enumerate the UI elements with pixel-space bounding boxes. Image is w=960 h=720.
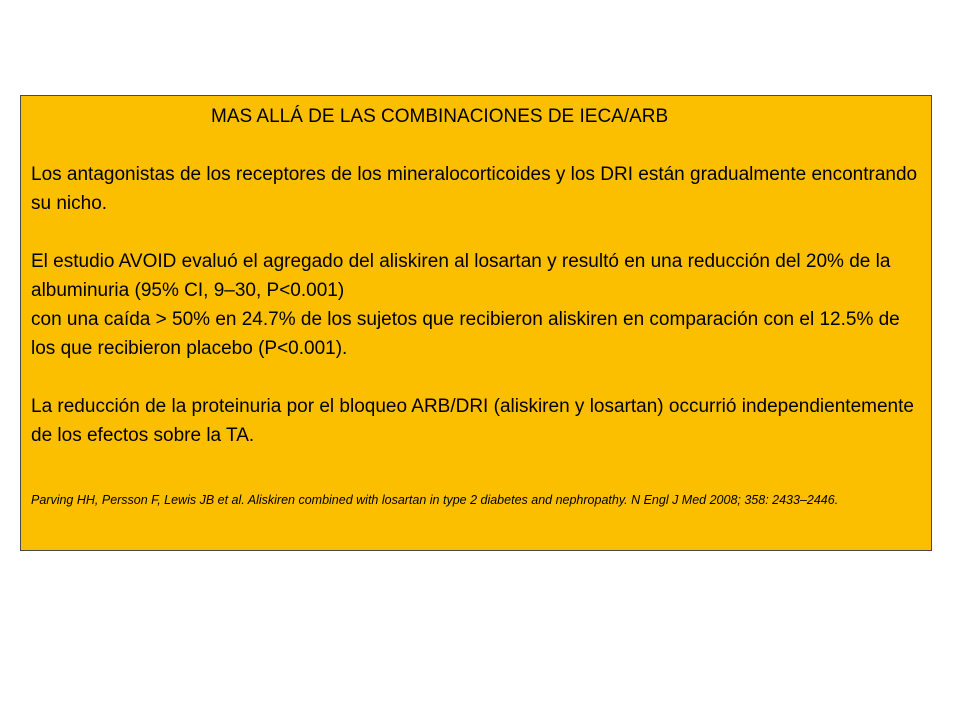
spacer <box>31 450 921 491</box>
spacer <box>31 218 921 247</box>
paragraph-avoid-study: El estudio AVOID evaluó el agregado del aliskiren al losartan y resultó en una reducción del 20% de la albuminuria (95% CI, 9–30, P<0.001) <box>31 251 891 301</box>
spacer <box>31 363 921 392</box>
spacer <box>31 131 921 160</box>
paragraph-antagonists: Los antagonistas de los receptores de los mineralocorticoides y los DRI están gradualmente encontrando su nicho. <box>31 164 918 214</box>
content-box <box>20 95 932 551</box>
paragraph-avoid-results: con una caída > 50% en 24.7% de los sujetos que recibieron aliskiren en comparación con el 12.5% de los que recibieron placebo (P<0.001). <box>31 309 900 359</box>
reference-citation: Parving HH, Persson F, Lewis JB et al. Aliskiren combined with losartan in type 2 diabetes and nephropathy. N Engl J Med 2008; 358: 2433–2446. <box>31 493 839 507</box>
slide-title: MAS ALLÁ DE LAS COMBINACIONES DE IECA/ARB <box>211 106 669 127</box>
paragraph-proteinuria: La reducción de la proteinuria por el bloqueo ARB/DRI (aliskiren y losartan) occurrió independientemente de los efectos sobre la TA. <box>31 396 914 446</box>
